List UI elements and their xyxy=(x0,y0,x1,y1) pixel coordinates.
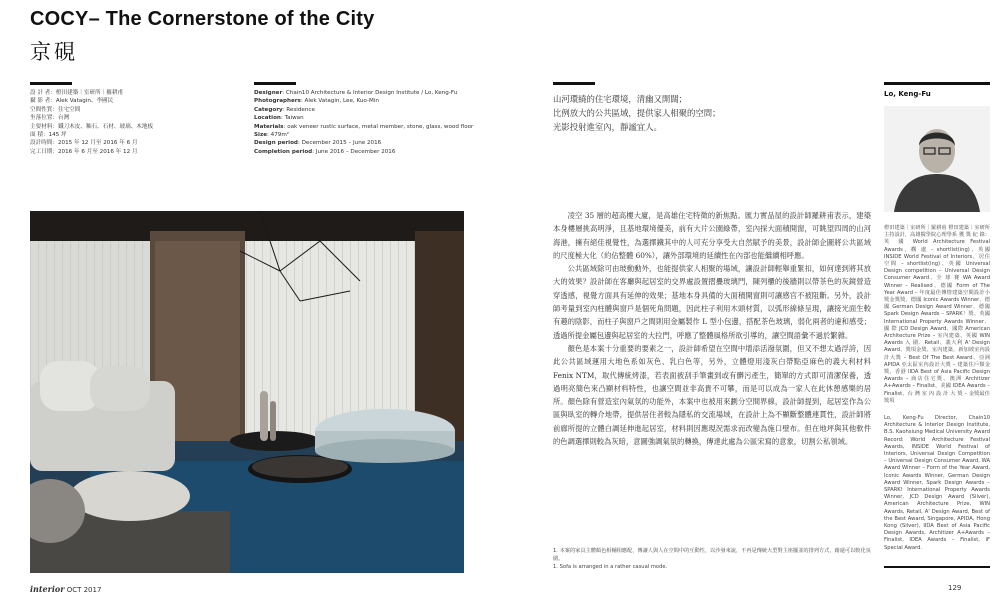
designer-name: Lo, Keng-Fu xyxy=(884,90,931,98)
credit-line: 攝 影 者：Alek Vatagin、李國民 xyxy=(30,98,114,105)
section-rule xyxy=(553,82,595,85)
designer-bio-chinese: 橙田建築｜室研所｜羅耕甫 橙田建築｜室研所 主持設計，高雄醫學院心理學系 獲 獎 紀 錄：英 國 World Architecture Festival Awards，觀 處 – shortlist(ing)、英國 INSIDE World Festival of Interiors，居住空間 – shortlist(ing)、英國 Universal Design competition – Universal Design Consumer Award、全 球 賽 WA Award Winner – Realised、德國 Form of The Year Award – 年度最佳傳情建築空間設計小獎金獎獎、德國 Iconic Awards Winner、德國 German Design Award Winner、德國 Spark Design Awards – SPARK！獎、英國 International Property Awards Winner、國 際 JCD Design Award、國際 American Architecture Prize – 室內建築、英國 WIN Awards 入 圍、Retail、義大利 A' Design Award、獎項金獎、室內建築，新加坡室內設計大獎 – Best Of The Best Award、亞洲 APIDA 亞太區室內設計大獎 – 建築住戶類金獎、香港 IIDA Best of Asia Pacific Design Awards – 商店住宅獎、澳洲 Architizer A+Awards – Finalist、美國 IDEA Awards – Finalist、台 灣 室 內 設 計 大 獎 – 金獎最佳獎項 xyxy=(884,225,990,404)
pull-quote: 山河環繞的住宅環境，清幽又開闊； 比例放大的公共區域，提供家人相聚的空間； 光影投射進室內，靜謐宜人。 xyxy=(553,94,721,132)
body-paragraph: 顏色是本案十分重要的要素之一，設計師希望在空間中增添活潑氛圍，但又不想太過浮誇，因此公共區域運用大地色系如灰色、乳白色等，另外，立體燈用淺灰白帶點亞麻色的義大利材料 Fenix NTM，取代傳統烤漆，若表面被刮手筆畫到或有髒污產生，簡單的方式即可清潔保養，透過明亮簡色來凸顯材料特性，也讓空間並非高貴不可攀，而是可以成為一家人在此休憩感樂的居所。顏色除有營造室內氣氛的功能外，本案中也被用來劃分空間界線，設計師提到，起居室作為公區與臥室的轉介地帶，提供居住者較為隱私的交流場域，在設計上為不顯斷整體連貫性，設計師將前廊所提的立體白調延伸進起居室，材料則因應現況需求而改變為施口壁布。但在地坪與其他軟件的色調選擇則較為灰暗，意圖強調氣氛的轉換，傳達此處為公區宋寫的意象，切割公私領域。 xyxy=(553,343,871,447)
body-paragraph: 凌空 35 層的超高樓大廈，是高雄住宅特徵的新焦點。匯力實品屋的設計師羅耕甫表示，建築本身樓層挑高明淨，且基地環境優美，前有大片公園綠帶，室內採大面積開窗，可眺望四周的山河海港，擁有絕佳視覺性，為選擇鐵其中的人可充分享受大自然賦予的美景，設計師企圖將公共區域的尺度極大化（約佔整體 60%），讓外部環境的延續性在內部也能繼續相呼應。 xyxy=(553,211,871,260)
designer-bio-english: Lo, Keng-Fu Director, Chain10 Architecture & Interior Design Institute, B.S. Kaohsiung Medical University Award Record: World Architecture Festival Awards, INSIDE World Festival of Interiors, Universal Design Competition – Universal Design Consumer Award, WA Award Winner – Form of the Year Award, Iconic Awards Winner, German Design Award Winner, Spark Design Awards – SPARK! International Property Awards Winner, JCD Design Award (Silver), American Architecture Prize, WIN Awards, Retail, A' Design Award, Best of the Best Award, Singapore, APIDA, Hong Kong (Silver), IIDA Best of Asia Pacific Design Awards, Architizer A+Awards – Finalist, IDEA Awards – Finalist, iF Special Award. xyxy=(884,415,990,551)
credit-line: Design period: December 2015 – June 2016 xyxy=(254,140,382,147)
article-body xyxy=(553,209,871,448)
section-rule xyxy=(884,82,990,85)
body-paragraph: 公共區域除可由玻動動外，也能提供家人相聚的場域，讓設計師輕舉重緊扣，如何達到將其放大的效果？設計師在客廳與起居室的交界處設置摺疊玻璃門，陳列櫃的後牆則以帶茶色的灰鏡營造穿透感，視覺方面具有延伸的效果；基地本身具備的大面積開窗則可讓感官不被阻斷。另外，設計師考量到室內柱體與窗戶是個死角問題，因此柱子利用木頭材質，以弧形線條呈現，讓接光面生較有趣的陰影，而柱子與窗戶之間則用金屬製作 L 型小包邊，搭配茶色玻璃，弱化兩者的違和感受；透過所提金屬包邊與起居室的大拉門，呼應了整體風格所欲引導的，讓空間語彙不過於繁雜。 xyxy=(553,264,871,340)
credit-line: Category: Residence xyxy=(254,106,315,113)
credit-line: 主要材料：鐵刀木皮、釉石、石材、玻璃、木地板 xyxy=(30,123,154,130)
footer-issue xyxy=(30,584,101,594)
credit-line: Photographers: Alek Vatagin, Lee, Kuo-Min xyxy=(254,98,379,105)
section-rule xyxy=(884,566,990,568)
credits-chinese xyxy=(30,89,153,156)
credit-line: Size: 479m² xyxy=(254,132,290,139)
section-rule xyxy=(254,82,296,85)
credit-line: 空間性質：住宅空間 xyxy=(30,106,81,113)
page-title-chinese: 京硯 xyxy=(30,40,78,64)
credit-line: 設計時間：2015 年 12 月至 2016 年 6 月 xyxy=(30,140,138,147)
page-number: 129 xyxy=(948,584,962,592)
interior-photo xyxy=(30,211,464,573)
magazine-brand: interior xyxy=(30,584,65,594)
credit-line: 面 積：145 坪 xyxy=(30,132,67,139)
page-title: COCY– The Cornerstone of the City xyxy=(30,8,375,30)
credit-line: Completion period: June 2016 – December 2016 xyxy=(254,148,396,155)
designer-portrait xyxy=(884,106,990,212)
credits-english xyxy=(254,89,473,156)
issue-date: OCT 2017 xyxy=(66,586,102,594)
credit-line: Materials: oak veneer rustic surface, metal member, stone, glass, wood floor xyxy=(254,123,474,130)
credit-line: 設 計 者：橙田建築｜室研所｜羅耕甫 xyxy=(30,90,124,96)
credit-line: Designer: Chain10 Architecture & Interior Design Institute / Lo, Keng-Fu xyxy=(254,90,458,96)
photo-caption: 1. 本案的家具主體顏色相輔相應配，傳讓人與人在空間中的互動性，以沙發來說，不再是傳統大型對主座擺並的排列方式，藉還可以較化氛圍。 1. Sofa is arranged in a rather casual mode. xyxy=(553,548,871,570)
credit-line: 完工日期：2016 年 6 月至 2016 年 12 月 xyxy=(30,148,138,155)
credit-line: Location: Taiwan xyxy=(254,115,304,122)
credit-line: 坐落位置：台灣 xyxy=(30,115,70,122)
section-rule xyxy=(30,82,72,85)
